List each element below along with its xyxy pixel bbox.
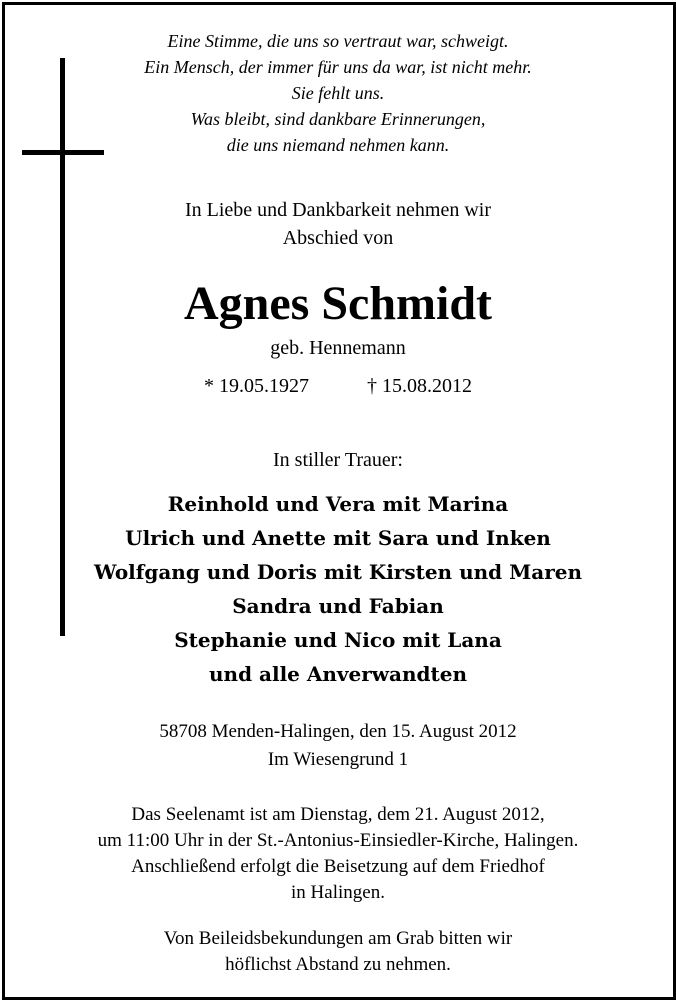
- life-dates: [0, 372, 676, 400]
- poem: [0, 28, 676, 158]
- mourning-heading: In stiller Trauer:: [273, 449, 403, 471]
- address: Im Wiesengrund 1: [267, 749, 409, 770]
- birth-name: geb. Hennemann: [270, 337, 406, 359]
- service-line: in Halingen.: [291, 882, 385, 903]
- poem-line: Sie fehlt uns.: [291, 83, 385, 103]
- family-line: Ulrich und Anette mit Sara und Inken: [125, 526, 551, 550]
- family-line: Stephanie und Nico mit Lana: [174, 628, 502, 652]
- family-line: Sandra und Fabian: [232, 594, 444, 618]
- closing-line: Von Beileidsbekundungen am Grab bitten wir: [163, 928, 513, 949]
- deceased-name: Agnes Schmidt: [183, 277, 493, 330]
- service-line: Anschließend erfolgt die Beisetzung auf dem Friedhof: [131, 856, 545, 877]
- poem-line: Was bleibt, sind dankbare Erinnerungen,: [190, 109, 486, 129]
- closing-line: höflichst Abstand zu nehmen.: [225, 954, 451, 975]
- family-list: [0, 487, 676, 691]
- family-line: Reinhold und Vera mit Marina: [167, 492, 509, 516]
- closing-note: [0, 926, 676, 978]
- poem-line: Eine Stimme, die uns so vertraut war, schweigt.: [167, 31, 509, 51]
- birth-date: * 19.05.1927: [204, 375, 309, 397]
- service-info: [0, 802, 676, 906]
- family-line: Wolfgang und Doris mit Kirsten und Maren: [93, 560, 582, 584]
- poem-line: die uns niemand nehmen kann.: [226, 135, 450, 155]
- place-and-address: [0, 718, 676, 774]
- family-line: und alle Anverwandten: [208, 662, 468, 686]
- intro-line: In Liebe und Dankbarkeit nehmen wir: [184, 199, 491, 221]
- service-line: Das Seelenamt ist am Dienstag, dem 21. August 2012,: [131, 804, 545, 825]
- poem-line: Ein Mensch, der immer für uns da war, ist nicht mehr.: [144, 57, 532, 77]
- intro-line: Abschied von: [282, 227, 394, 249]
- service-line: um 11:00 Uhr in der St.-Antonius-Einsiedler-Kirche, Halingen.: [97, 830, 579, 851]
- death-date: † 15.08.2012: [367, 375, 472, 397]
- intro-text: [0, 196, 676, 252]
- place-date: 58708 Menden-Halingen, den 15. August 2012: [159, 721, 517, 742]
